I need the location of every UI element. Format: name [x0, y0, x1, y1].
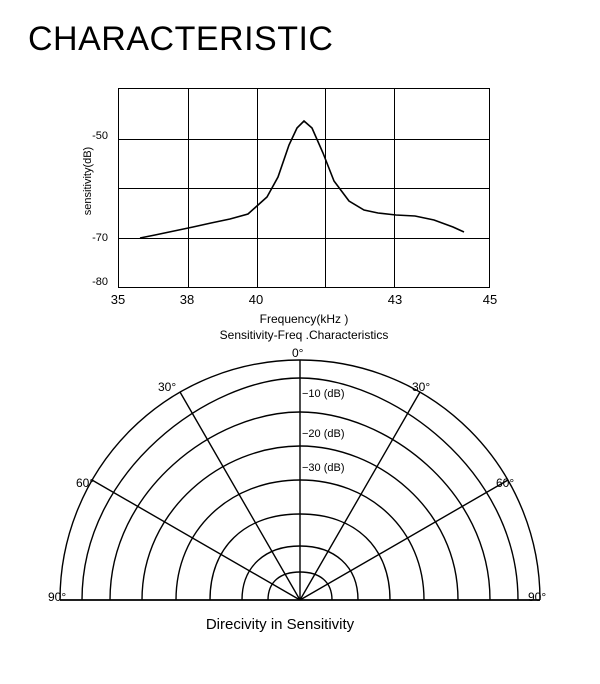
polar-plot-svg — [30, 350, 570, 620]
polar-ring-label-20db: −20 (dB) — [302, 428, 345, 440]
freq-xtick-label: 35 — [110, 292, 126, 307]
polar-angle-label-60-left: 60° — [76, 476, 95, 490]
freq-xtick-label: 45 — [482, 292, 498, 307]
polar-angle-label-0: 0° — [292, 346, 304, 360]
page-title: CHARACTERISTIC — [28, 20, 334, 58]
freq-chart-caption: Sensitivity-Freq .Characteristics — [219, 328, 389, 342]
polar-ring-label-10db: −10 (dB) — [302, 388, 345, 400]
polar-angle-label-90-right: 90° — [528, 590, 547, 604]
freq-xtick-label: 40 — [248, 292, 264, 307]
freq-xtick-label: 38 — [179, 292, 195, 307]
freq-ytick-label: -50 — [92, 130, 108, 142]
freq-ytick-label: -70 — [92, 232, 108, 244]
polar-angle-label-30-left: 30° — [158, 380, 177, 394]
freq-y-axis-title: sensitivity(dB) — [82, 146, 94, 216]
polar-spoke-60-right — [300, 480, 508, 600]
polar-angle-label-60-right: 60° — [496, 476, 515, 490]
polar-angle-label-90-left: 90° — [48, 590, 67, 604]
polar-angle-label-30-right: 30° — [412, 380, 431, 394]
directivity-polar-chart — [30, 346, 570, 650]
polar-chart-caption: Direcivity in Sensitivity — [205, 616, 355, 633]
freq-response-curve — [118, 88, 490, 288]
freq-ytick-label: -80 — [92, 276, 108, 288]
freq-x-axis-title: Frequency(kHz ) — [259, 312, 349, 326]
frequency-response-chart — [60, 80, 550, 345]
polar-spoke-60-left — [92, 480, 300, 600]
freq-xtick-label: 43 — [387, 292, 403, 307]
polar-ring-label-30db: −30 (dB) — [302, 462, 345, 474]
